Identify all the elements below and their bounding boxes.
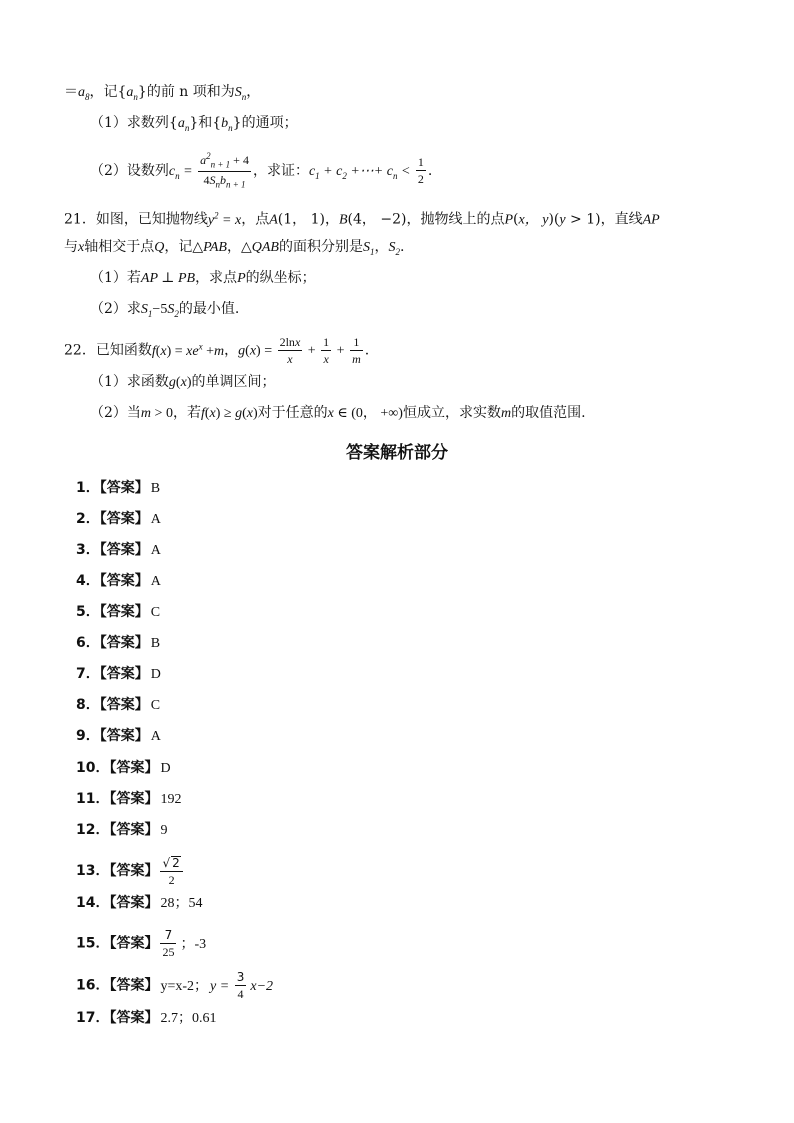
answer-12: 12．【答案】 9	[76, 822, 168, 838]
answer-9: 9．【答案】 A	[76, 728, 161, 744]
q21-line2: 与x轴相交于点Q，记△PAB，△QAB的面积分别是$S_1$，$S_2$.	[64, 239, 405, 257]
q21-line1: 21．如图，已知抛物线$y^2 = x$，点A(1， 1)，B(4， −2)，抛物线上的点P(x， y)(y > 1)，直线AP	[64, 210, 660, 228]
answer-10: 10．【答案】 D	[76, 760, 171, 776]
answers-heading: 答案解析部分	[346, 443, 448, 463]
answer-15: 15．【答案】 $\frac{7}{25}$ ；-3	[76, 928, 207, 959]
answer-2: 2．【答案】 A	[76, 511, 161, 527]
q20-sub2: （2）设数列$c_n$ = $\frac{a^2_{n + 1} + 4}{4S_nb_{n + 1}}$ ，求证：$c_1 + c_2$ +⋯+ $c_n$ < $\frac{1}{2}$ .	[90, 151, 433, 190]
fraction: $\frac{1}{2}$	[417, 155, 424, 187]
answer-8: 8．【答案】 C	[76, 697, 161, 713]
answer-4: 4．【答案】 A	[76, 573, 161, 589]
answer-13: 13．【答案】 $\frac{√ 2}{2}$	[76, 856, 185, 886]
answer-14: 14．【答案】 28；54	[76, 895, 203, 911]
q21-sub2: （2）求$S_1-5S_2$的最小值.	[90, 301, 240, 319]
fraction: $\frac{a^2_{n + 1} + 4}{4S_nb_{n + 1}}$	[200, 151, 249, 190]
answer-5: 5．【答案】 C	[76, 604, 161, 620]
fraction: $\frac{7}{25}$	[162, 928, 175, 959]
answer-3: 3．【答案】 A	[76, 542, 161, 558]
q20-line1: $=a_8$，记$\{a_n\}$的前 n 项和为$S_n$，	[64, 84, 261, 102]
answer-17: 17．【答案】 2.7；0.61	[76, 1010, 217, 1026]
fraction: $\frac{√ 2}{2}$	[160, 856, 182, 886]
answer-16: 16．【答案】 y=x-2； y = $\frac{3}{4}$ x−2	[76, 970, 274, 1001]
q22-line1: 22．已知函数$f(x) = xe^x +m$，g(x) = $\frac{2\ln x}{x}$ + $\frac{1}{x}$ + $\frac{1}{m}$ .	[64, 335, 370, 367]
fraction: $\frac{1}{m}$	[352, 335, 361, 367]
fraction: $\frac{1}{x}$	[323, 335, 330, 367]
answer-7: 7．【答案】 D	[76, 666, 161, 682]
answer-6: 6．【答案】 B	[76, 635, 161, 651]
fraction: $\frac{3}{4}$	[236, 970, 245, 1001]
answer-11: 11．【答案】 192	[76, 791, 182, 807]
q21-sub1: （1）若AP ⊥ PB，求点P的纵坐标；	[90, 270, 316, 286]
q20-sub1: （1）求数列$\{a_n\}$和$\{b_n\}$的通项；	[90, 115, 298, 133]
fraction: $\frac{2\ln x}{x}$	[279, 335, 301, 367]
q22-sub2: （2）当m > 0，若f(x) ≥ g(x)对于任意的x ∈ (0， +∞)恒成立，求实数m的取值范围.	[90, 405, 586, 421]
answer-1: 1．【答案】 B	[76, 480, 161, 496]
q22-sub1: （1）求函数g(x)的单调区间；	[90, 374, 276, 390]
